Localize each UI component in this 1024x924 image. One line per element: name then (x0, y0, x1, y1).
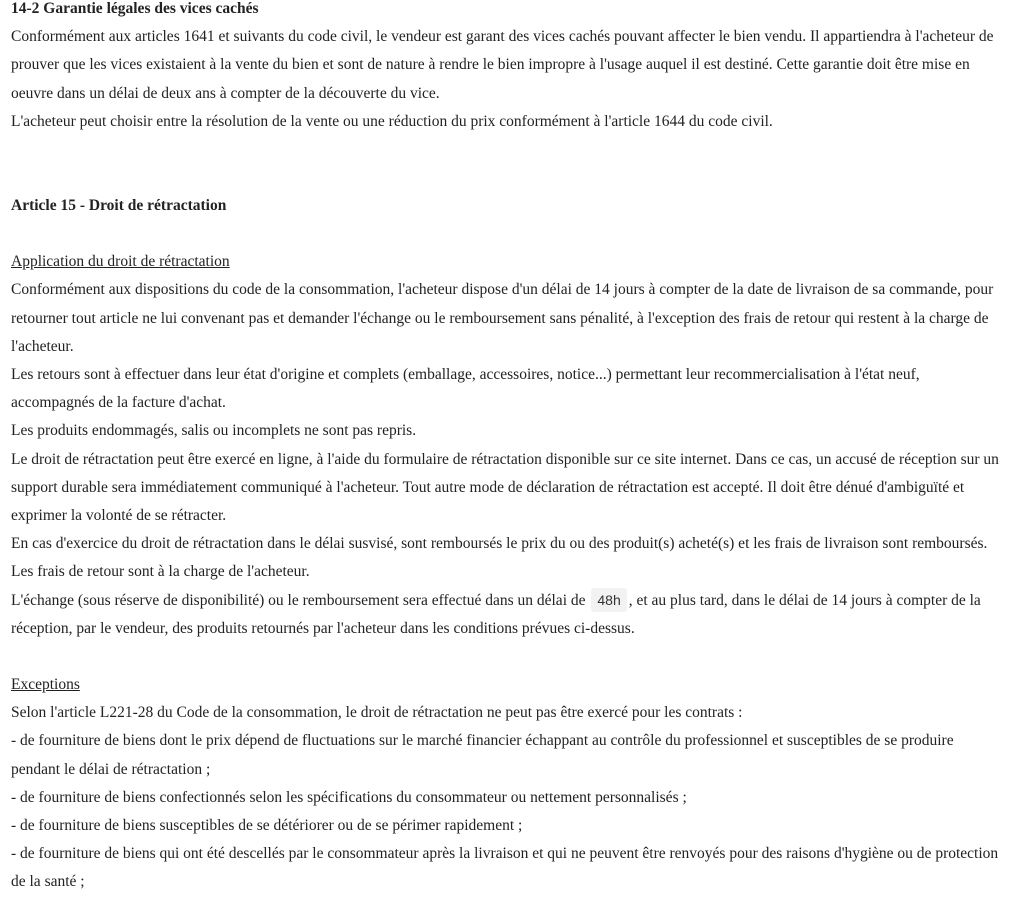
exception-item: - de fourniture de biens confectionnés selon les spécifications du consommateur ou nettement personnalisés ; (11, 788, 687, 806)
spacer (11, 220, 1002, 248)
application-paragraph-6: Les frais de retour sont à la charge de l'acheteur. (11, 563, 310, 581)
exception-item: - de fourniture de biens dont le prix dépend de fluctuations sur le marché financier échappant au contrôle du professionnel et susceptibles de se produire pendant le délai de rétractation ; (11, 732, 954, 778)
application-paragraph-1: Conformément aux dispositions du code de la consommation, l'acheteur dispose d'un délai de 14 jours à compter de la date de livraison de sa commande, pour retourner tout article ne lui convenant pas et demander l'échange ou le remboursement sans pénalité, à l'exception des frais de retour qui restent à la charge de l'acheteur. (11, 281, 994, 355)
exception-item: - de fourniture de biens qui ont été descellés par le consommateur après la livraison et qui ne peuvent être renvoyés pour des raisons d'hygiène ou de protection de la santé ; (11, 845, 999, 891)
application-paragraph-3: Les produits endommagés, salis ou incomplets ne sont pas repris. (11, 422, 417, 440)
paragraph-7-after: , et au plus tard, dans le délai de 14 jours à compter de la réception, par le vendeur, des produits retournés par l'acheteur dans les conditions prévues ci-dessus. (11, 591, 981, 637)
section-14-2-paragraph-1: Conformément aux articles 1641 et suivants du code civil, le vendeur est garant des vices cachés pouvant affecter le bien vendu. Il appartiendra à l'acheteur de prouver que les vices existaient à la vente du bien et sont de nature à rendre le bien impropre à l'usage auquel il est destiné. Cette garantie doit être mise en oeuvre dans un délai de deux ans à compter de la découverte du vice. (11, 28, 994, 102)
exceptions-heading: Exceptions (11, 676, 80, 694)
exception-item: - de fourniture de biens susceptibles de se détériorer ou de se périmer rapidement ; (11, 817, 523, 835)
section-14-2-paragraph-2: L'acheteur peut choisir entre la résolution de la vente ou une réduction du prix conformément à l'article 1644 du code civil. (11, 112, 773, 130)
paragraph-7-before: L'échange (sous réserve de disponibilité) ou le remboursement sera effectué dans un délai de (11, 591, 586, 609)
exceptions-intro: Selon l'article L221-28 du Code de la consommation, le droit de rétractation ne peut pas être exercé pour les contrats : (11, 704, 743, 722)
spacer (11, 136, 1002, 192)
application-paragraph-4: Le droit de rétractation peut être exercé en ligne, à l'aide du formulaire de rétractation disponible sur ce site internet. Dans ce cas, un accusé de réception sur un support durable sera immédiatement communiqué à l'acheteur. Tout autre mode de déclaration de rétractation est accepté. Il doit être dénué d'ambiguïté et exprimer la volonté de se rétracter. (11, 450, 999, 525)
application-paragraph-5: En cas d'exercice du droit de rétractation dans le délai susvisé, sont remboursés le prix du ou des produit(s) acheté(s) et les frais de livraison sont remboursés. (11, 535, 988, 553)
application-paragraph-2: Les retours sont à effectuer dans leur état d'origine et complets (emballage, accessoires, notice...) permettant leur recommercialisation à l'état neuf, accompagnés de la facture d'achat. (11, 366, 920, 412)
article-15-title: Article 15 - Droit de rétractation (11, 197, 227, 215)
delay-code: 48h (591, 588, 626, 612)
spacer (11, 643, 1002, 671)
application-heading: Application du droit de rétractation (11, 253, 230, 271)
section-14-2-heading: 14-2 Garantie légales des vices cachés (11, 0, 259, 17)
application-paragraph-7 (11, 587, 1002, 643)
